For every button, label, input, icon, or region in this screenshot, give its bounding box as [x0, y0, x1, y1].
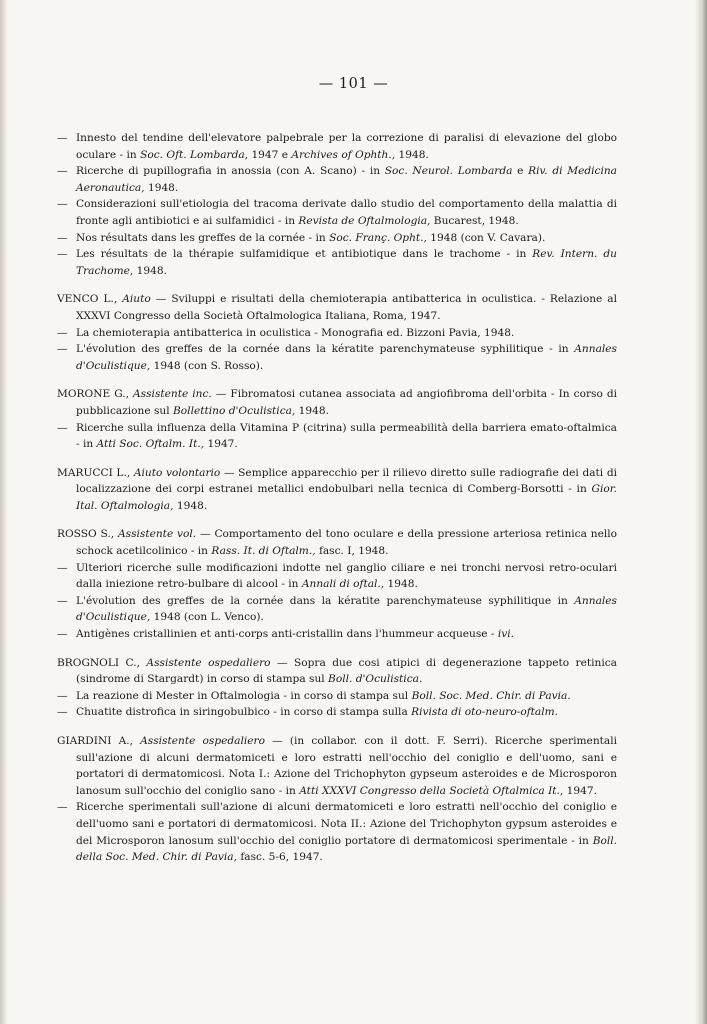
entry-dash: — [57, 801, 68, 814]
publication-source: Rass. It. di Oftalm., [211, 545, 316, 558]
author-role: Assistente vol. [117, 528, 197, 541]
bibliography-entry [57, 655, 617, 688]
entry-dash: — [57, 421, 68, 434]
publication-source: Atti XXXVI Congresso della Società Oftalmica It., [299, 784, 564, 797]
entry-text: Innesto del tendine dell'elevatore palpebrale per la correzione di paralisi di elevazione del globo oculare - in [76, 132, 617, 161]
bibliography-entry [57, 246, 617, 279]
publication-source: Gior. Ital. Oftalmologia, [76, 483, 617, 512]
publication-source: Soc. Oft. Lombarda, [140, 148, 249, 161]
page-number: — 101 — [318, 76, 389, 92]
entry-text-tail: 1948. [133, 264, 167, 277]
publication-source: Revista de Oftalmologia, [298, 214, 431, 227]
entry-text: — Comportamento del tono oculare e della pressione arteriosa retinica nello schock acetilcolinico - in [76, 528, 617, 558]
entry-text-tail: 1948. [384, 578, 418, 591]
author-name: BROGNOLI C., [57, 656, 147, 669]
publication-source: Atti Soc. Oftalm. It., [96, 438, 205, 451]
entry-text: Nos résultats dans les greffes de la cornée - in [76, 231, 330, 244]
publication-source: Bollettino d'Oculistica, [173, 404, 296, 417]
entry-text-tail: 1947 e [248, 148, 292, 161]
scan-edge-left [0, 0, 8, 1024]
publication-source: ivi. [497, 628, 515, 641]
entry-text: — Semplice apparecchio per il rilievo diretto sulle radiografie dei dati di localizzazione dei corpi estranei metallici endobulbari nella tecnica di Comberg-Borsotti - in [76, 466, 617, 496]
entry-dash: — [57, 165, 68, 178]
bibliography-entry [57, 386, 617, 419]
bibliography-entry [57, 130, 617, 163]
publication-source: Soc. Neurol. Lombarda [384, 165, 513, 178]
publication-source: Annali di oftal., [301, 578, 385, 591]
entry-text: Les résultats de la thérapie sulfamidique et antibiotique dans le trachome - in [76, 248, 533, 261]
author-role: Assistente ospedaliero [146, 656, 271, 669]
author-role: Aiuto [122, 293, 151, 306]
author-name: GIARDINI A., [57, 735, 141, 747]
entry-text: — (in collabor. con il dott. F. Serri). Ricerche sperimentali sull'azione di alcuni dermatomiceti e loro estratti nell'occhio del coniglio e dell'uomo, sani e portatori di dermatomicosi. Nota I.: Azione del Trichophyton gypseum asteroides e de Microsporon lanosum sull'occhio del coniglio sano - in [76, 735, 617, 797]
entry-dash: — [57, 343, 68, 356]
entry-text-tail: fasc. I, 1948. [315, 545, 389, 558]
publication-source: Boll. d'Oculistica. [328, 673, 423, 686]
entry-text-tail: 1947. [204, 438, 238, 451]
bibliography-entry [57, 688, 617, 705]
entry-text: L'évolution des greffes de la cornée dans la kératite parenchymateuse syphilitique in [76, 594, 575, 607]
entry-text: L'évolution des greffes de la cornée dans la kératite parenchymateuse syphilitique - in [76, 343, 575, 356]
entry-text-tail: fasc. 5-6, 1947. [236, 851, 323, 864]
entry-text: Ricerche sperimentali sull'azione di alcuni dermatomiceti e loro estratti nell'occhio del coniglio e dell'uomo sani e portatori di dermatomicosi. Nota II.: Azione del Trichophyton gypsum asteroides e del Microsporon lanosum sull'occhio del coniglio portatore di dermatomicosi sperimentale - in [76, 801, 617, 847]
bibliography-entry [57, 325, 617, 342]
publication-source: Archives of Ophth., [291, 148, 396, 161]
entry-dash: — [57, 132, 68, 144]
bibliography-entry [57, 733, 617, 799]
entry-text: Antigènes cristallinien et anti-corps anti-cristallin dans l'hummeur acqueuse - [76, 628, 498, 641]
scan-edge-right [695, 0, 707, 1024]
entry-dash: — [57, 326, 68, 339]
entry-text: Ricerche di pupillografia in anossia (con A. Scano) - in [76, 165, 385, 178]
author-name: MARUCCI L., [57, 466, 134, 479]
entry-text-tail: e [512, 165, 529, 178]
entry-dash: — [57, 689, 68, 702]
bibliography-entry [57, 196, 617, 229]
entry-text-tail: 1948 (con L. Venco). [150, 611, 264, 624]
entry-text: Ulteriori ricerche sulle modificazioni indotte nel ganglio ciliare e nei tronchi nervosi retro-oculari dalla iniezione retro-bulbare di alcool - in [76, 561, 617, 591]
publication-source: Rivista di oto-neuro-oftalm. [411, 706, 558, 719]
entry-dash: — [57, 248, 68, 261]
entry-text-tail: 1948. [173, 499, 208, 512]
entry-text: La reazione di Mester in Oftalmologia - in corso di stampa sul [76, 689, 412, 702]
publication-source: Boll. Soc. Med. Chir. di Pavia. [411, 689, 571, 702]
entry-text: Chuatite distrofica in siringobulbico - in corso di stampa sulla [76, 706, 412, 719]
entry-dash: — [57, 231, 68, 244]
entry-text-tail: 1948. [395, 148, 429, 161]
publication-source: Annales d'Oculistique, [76, 594, 617, 624]
author-section [57, 386, 617, 452]
author-role: Aiuto volontario [133, 466, 221, 479]
publication-source: Boll. della Soc. Med. Chir. di Pavia, [76, 834, 617, 864]
bibliography-entry [57, 465, 617, 515]
entry-text: Ricerche sulla influenza della Vitamina P (citrina) sulla permeabilità della barriera emato-oftalmica - in [76, 421, 617, 451]
entry-text-tail: 1947. [563, 784, 597, 797]
author-section [57, 526, 617, 642]
bibliography-list [57, 130, 617, 866]
bibliography-entry [57, 341, 617, 374]
bibliography-entry [57, 420, 617, 453]
publication-source: Annales d'Oculistique, [76, 343, 617, 372]
publication-source: Soc. Franç. Opht., [329, 231, 427, 244]
author-name: VENCO L., [57, 293, 123, 306]
entry-dash: — [57, 706, 68, 719]
author-name: MORONE G., [57, 388, 134, 401]
entry-dash: — [57, 628, 68, 641]
bibliography-entry [57, 560, 617, 593]
publication-source: Riv. di Medicina Aeronautica, [76, 165, 617, 194]
bibliography-entry [57, 593, 617, 626]
bibliography-entry [57, 799, 617, 865]
bibliography-entry [57, 526, 617, 559]
bibliography-entry [57, 704, 617, 721]
entry-dash: — [57, 594, 68, 607]
entry-dash: — [57, 198, 68, 211]
bibliography-entry [57, 626, 617, 643]
entry-text-tail: Bucarest, 1948. [430, 214, 519, 227]
entry-text-tail: 1948. [144, 181, 179, 194]
author-role: Assistente inc. [133, 388, 212, 401]
entry-text: — Sviluppi e risultati della chemioterapia antibatterica in oculistica. - Relazione al XXXVI Congresso della Società Oftalmologica Italiana, Roma, 1947. [76, 293, 617, 322]
author-role: Assistente ospedaliero [140, 735, 265, 747]
entry-text: — Sopra due cosi atipici di degenerazione tappeto retinica (sindrome di Stargardt) in corso di stampa sul [76, 656, 618, 686]
entry-text: — Fibromatosi cutanea associata ad angiofibroma dell'orbita - In corso di pubblicazione sul [76, 388, 617, 417]
bibliography-entry [57, 291, 617, 324]
author-section [57, 465, 617, 515]
author-name: ROSSO S., [57, 528, 118, 541]
entry-text-tail: 1948. [295, 404, 330, 417]
bibliography-entry [57, 163, 617, 196]
author-section [57, 291, 617, 374]
publication-source: Rev. Intern. du Trachome, [76, 248, 617, 277]
entry-text-tail: 1948 (con V. Cavara). [426, 231, 546, 244]
author-section [57, 130, 617, 279]
entry-text: Considerazioni sull'etiologia del tracoma derivate dallo studio del comportamento della malattia di fronte agli antibiotici e ai sulfamidici - in [76, 198, 617, 227]
author-section [57, 733, 617, 866]
bibliography-entry [57, 230, 617, 247]
author-section [57, 655, 617, 721]
entry-text: La chemioterapia antibatterica in oculistica - Monografia ed. Bizzoni Pavia, 1948. [76, 326, 515, 339]
entry-text-tail: 1948 (con S. Rosso). [150, 359, 264, 372]
entry-dash: — [57, 561, 68, 574]
